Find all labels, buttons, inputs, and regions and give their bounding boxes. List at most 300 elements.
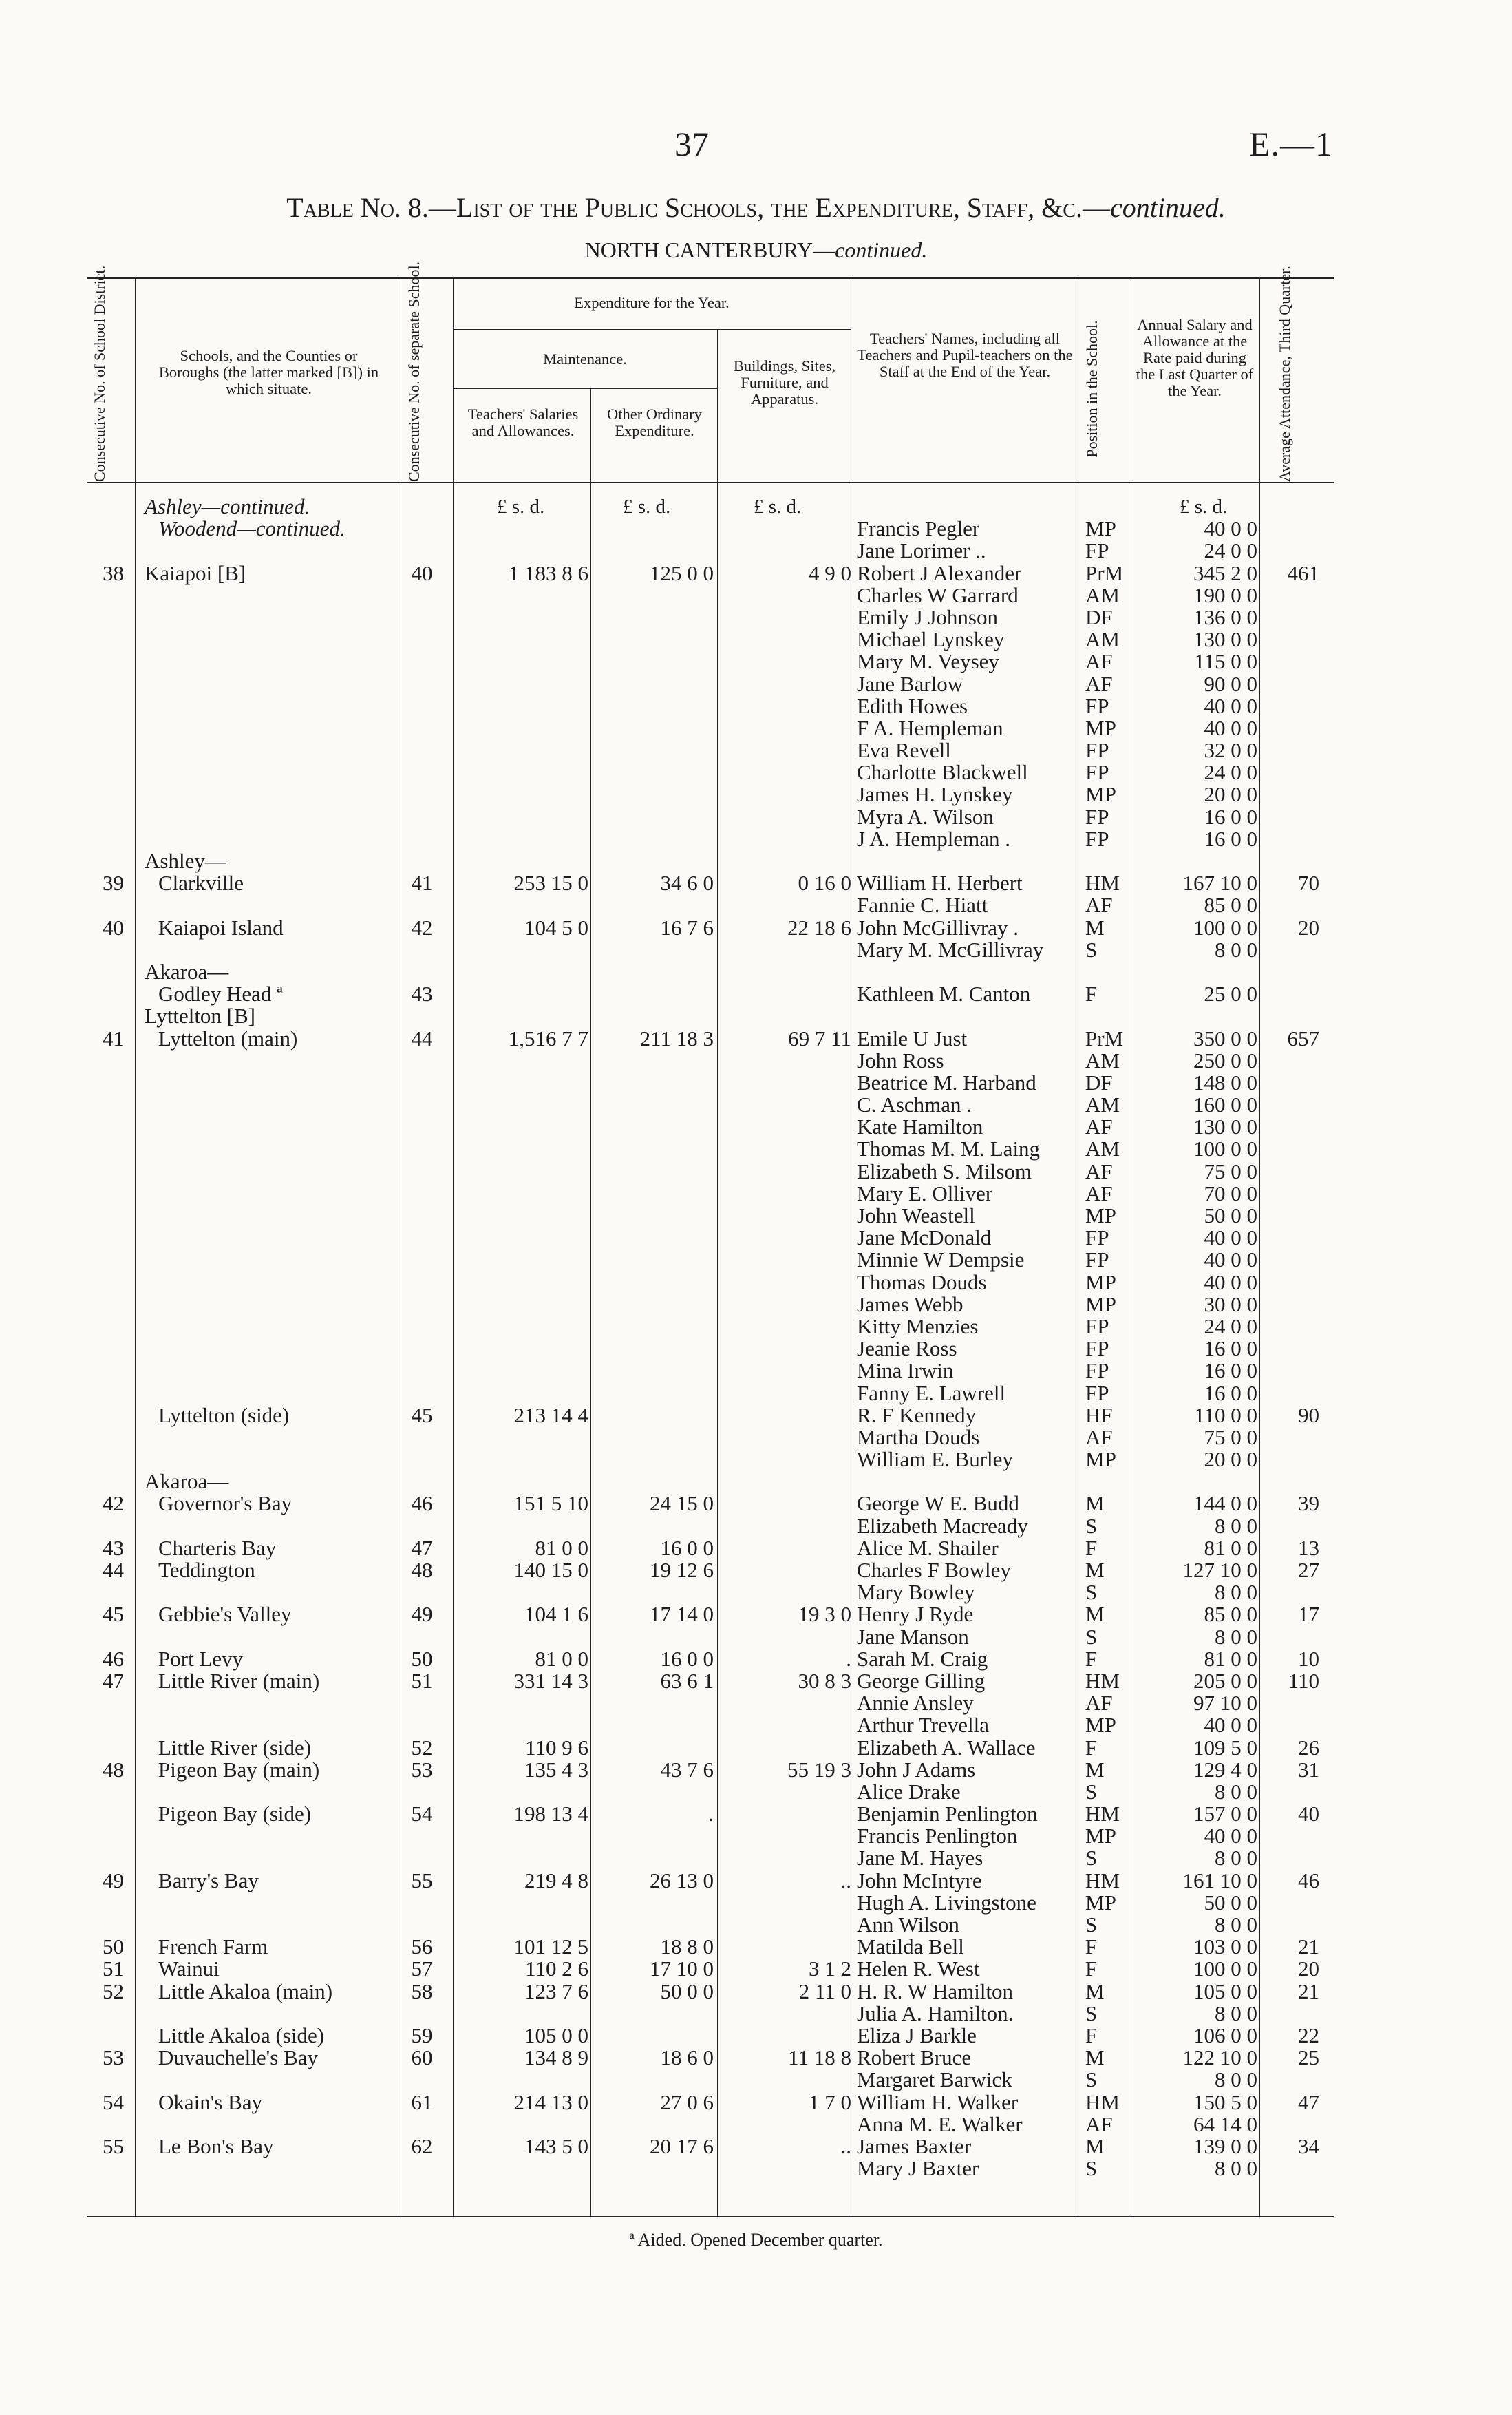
average-attendance: 39	[1298, 1491, 1319, 1516]
average-attendance: 34	[1298, 2133, 1319, 2158]
annual-salary: 100 0 0	[1193, 1957, 1257, 1981]
district-number: 50	[103, 1934, 124, 1959]
table-row	[0, 2091, 1512, 2113]
table-row	[0, 917, 1512, 939]
district-number: 41	[103, 1026, 124, 1051]
position: F	[1085, 2023, 1098, 2047]
table-row	[0, 717, 1512, 739]
separate-number: 47	[411, 1535, 433, 1560]
position: AM	[1085, 627, 1120, 652]
district-number: 49	[103, 1868, 124, 1892]
position: M	[1085, 2133, 1105, 2158]
teachers-salaries: 151 5 10	[513, 1491, 588, 1516]
table-row	[0, 1448, 1512, 1470]
teacher-name: Eliza J Barkle	[857, 2023, 977, 2047]
annual-salary: 75 0 0	[1204, 1424, 1257, 1449]
annual-salary: 136 0 0	[1193, 604, 1257, 629]
district-number: 46	[103, 1646, 124, 1671]
district-number: 39	[103, 871, 124, 896]
average-attendance: 461	[1287, 560, 1319, 585]
annual-salary: 16 0 0	[1204, 804, 1257, 829]
region-heading	[0, 238, 1512, 263]
position: FP	[1085, 738, 1109, 763]
units-other: £ s. d.	[623, 496, 671, 518]
annual-salary: 8 0 0	[1215, 1580, 1257, 1605]
position: FP	[1085, 538, 1109, 563]
school-name: Little River (main)	[158, 1668, 320, 1693]
annual-salary: 8 0 0	[1215, 2156, 1257, 2181]
average-attendance: 13	[1298, 1535, 1319, 1560]
annual-salary: 8 0 0	[1215, 2067, 1257, 2092]
annual-salary: 139 0 0	[1193, 2133, 1257, 2158]
teachers-salaries: 214 13 0	[513, 2089, 588, 2114]
annual-salary: 205 0 0	[1193, 1668, 1257, 1693]
table-row	[0, 1205, 1512, 1227]
teacher-name: Sarah M. Craig	[857, 1646, 988, 1671]
annual-salary: 160 0 0	[1193, 1093, 1257, 1117]
position: AF	[1085, 2111, 1113, 2136]
teacher-name: Hugh A. Livingstone	[857, 1890, 1036, 1915]
annual-salary: 24 0 0	[1204, 538, 1257, 563]
annual-salary: 105 0 0	[1193, 1979, 1257, 2003]
teacher-name: John J Adams	[857, 1757, 976, 1782]
table-row	[0, 2003, 1512, 2025]
average-attendance: 70	[1298, 871, 1319, 896]
position: PrM	[1085, 1026, 1124, 1051]
teacher-name: Jane M. Hayes	[857, 1846, 983, 1870]
table-row	[0, 1005, 1512, 1027]
table-row	[0, 1603, 1512, 1625]
table-row	[0, 739, 1512, 761]
school-name: Akaroa—	[145, 1469, 229, 1494]
teacher-name: Michael Lynskey	[857, 627, 1005, 652]
table-row	[0, 850, 1512, 872]
school-name: Wainui	[158, 1957, 220, 1981]
separate-number: 57	[411, 1957, 433, 1981]
annual-salary: 345 2 0	[1193, 560, 1257, 585]
annual-salary: 161 10 0	[1182, 1868, 1257, 1892]
school-name: Charteris Bay	[158, 1535, 277, 1560]
teacher-name: Charles W Garrard	[857, 582, 1019, 607]
district-number: 44	[103, 1558, 124, 1582]
position: S	[1085, 2156, 1098, 2181]
annual-salary: 25 0 0	[1204, 982, 1257, 1006]
table-row	[0, 828, 1512, 850]
position: AF	[1085, 1424, 1113, 1449]
other-expenditure: 18 6 0	[660, 2045, 714, 2070]
district-number: 38	[103, 560, 124, 585]
table-row	[0, 673, 1512, 695]
annual-salary: 122 10 0	[1182, 2045, 1257, 2070]
teacher-name: Benjamin Penlington	[857, 1802, 1038, 1826]
separate-number: 44	[411, 1026, 433, 1051]
table-row	[0, 1737, 1512, 1759]
teachers-salaries: 135 4 3	[524, 1757, 588, 1782]
table-row	[0, 1537, 1512, 1559]
teacher-name: Jane Manson	[857, 1624, 969, 1649]
annual-salary: 16 0 0	[1204, 1358, 1257, 1383]
buildings-expenditure: 22 18 6	[787, 915, 851, 940]
buildings-expenditure: ..	[840, 1868, 851, 1892]
other-expenditure: 26 13 0	[650, 1868, 714, 1892]
position: S	[1085, 1624, 1098, 1649]
annual-salary: 250 0 0	[1193, 1048, 1257, 1073]
school-name: Kaiapoi Island	[158, 915, 284, 940]
annual-salary: 85 0 0	[1204, 1602, 1257, 1627]
footnote: ª Aided. Opened December quarter.	[629, 2230, 883, 2250]
school-name: Kaiapoi [B]	[145, 560, 246, 585]
annual-salary: 30 0 0	[1204, 1291, 1257, 1316]
position: M	[1085, 1979, 1105, 2003]
position: M	[1085, 2045, 1105, 2070]
position: FP	[1085, 1336, 1109, 1361]
annual-salary: 157 0 0	[1193, 1802, 1257, 1826]
teacher-name: John Weastell	[857, 1203, 975, 1227]
average-attendance: 31	[1298, 1757, 1319, 1782]
table-row	[0, 939, 1512, 961]
position: S	[1085, 2001, 1098, 2025]
average-attendance: 20	[1298, 915, 1319, 940]
table-row	[0, 2025, 1512, 2047]
other-expenditure: 125 0 0	[650, 560, 714, 585]
position: DF	[1085, 1070, 1113, 1095]
teacher-name: Emily J Johnson	[857, 604, 998, 629]
position: S	[1085, 937, 1098, 962]
position: DF	[1085, 604, 1113, 629]
school-name: Le Bon's Bay	[158, 2133, 274, 2158]
table-row	[0, 651, 1512, 673]
position: MP	[1085, 782, 1116, 807]
teacher-name: Alice Drake	[857, 1779, 961, 1804]
annual-salary: 20 0 0	[1204, 1447, 1257, 1472]
separate-number: 49	[411, 1602, 433, 1627]
annual-salary: 70 0 0	[1204, 1181, 1257, 1205]
position: MP	[1085, 1890, 1116, 1915]
average-attendance: 27	[1298, 1558, 1319, 1582]
table-row	[0, 1870, 1512, 1892]
district-number: 40	[103, 915, 124, 940]
teachers-salaries: 1,516 7 7	[508, 1026, 588, 1051]
school-name: Akaroa—	[145, 959, 229, 984]
region-continued: continued.	[835, 238, 928, 262]
teacher-name: Alice M. Shailer	[857, 1535, 999, 1560]
table-row	[0, 1028, 1512, 1050]
teachers-salaries: 219 4 8	[524, 1868, 588, 1892]
position: M	[1085, 1491, 1105, 1516]
table-row	[0, 1714, 1512, 1736]
school-name: Governor's Bay	[158, 1491, 292, 1516]
teachers-salaries: 140 15 0	[513, 1558, 588, 1582]
annual-salary: 97 10 0	[1193, 1691, 1257, 1716]
header-average-attendance: Average Attendance, Third Quarter.	[1276, 266, 1293, 482]
position: MP	[1085, 1291, 1116, 1316]
district-number: 45	[103, 1602, 124, 1627]
units-annual: £ s. d.	[1180, 496, 1228, 518]
average-attendance: 26	[1298, 1735, 1319, 1760]
separate-number: 40	[411, 560, 433, 585]
table-row	[0, 562, 1512, 584]
table-row	[0, 695, 1512, 717]
table-row	[0, 629, 1512, 651]
teacher-name: Robert Bruce	[857, 2045, 972, 2070]
separate-number: 61	[411, 2089, 433, 2114]
teachers-salaries: 104 1 6	[524, 1602, 588, 1627]
table-row	[0, 1515, 1512, 1537]
school-name: Ashley—	[145, 849, 226, 873]
table-row	[0, 983, 1512, 1005]
units-salaries: £ s. d.	[497, 496, 545, 518]
position: HM	[1085, 2089, 1120, 2114]
school-name: Woodend—continued.	[158, 516, 345, 541]
annual-salary: 81 0 0	[1204, 1535, 1257, 1560]
position: MP	[1085, 715, 1116, 740]
teacher-name: Annie Ansley	[857, 1691, 974, 1716]
average-attendance: 17	[1298, 1602, 1319, 1627]
position: MP	[1085, 1824, 1116, 1848]
table-bottom-rule	[87, 2216, 1334, 2217]
average-attendance: 40	[1298, 1802, 1319, 1826]
annual-salary: 109 5 0	[1193, 1735, 1257, 1760]
table-title-continued: continued.	[1109, 192, 1226, 223]
annual-salary: 144 0 0	[1193, 1491, 1257, 1516]
school-name: Port Levy	[158, 1646, 244, 1671]
teachers-salaries: 331 14 3	[513, 1668, 588, 1693]
report-code: E.—1	[1249, 125, 1334, 163]
table-row	[0, 518, 1512, 540]
table-row	[0, 1781, 1512, 1803]
annual-salary: 24 0 0	[1204, 1314, 1257, 1338]
position: FP	[1085, 1247, 1109, 1272]
position: M	[1085, 915, 1105, 940]
annual-salary: 40 0 0	[1204, 1713, 1257, 1738]
separate-number: 41	[411, 871, 433, 896]
teacher-name: James Baxter	[857, 2133, 972, 2158]
annual-salary: 64 14 0	[1193, 2111, 1257, 2136]
buildings-expenditure: .	[846, 1646, 851, 1671]
position: FP	[1085, 1358, 1109, 1383]
teacher-name: Jeanie Ross	[857, 1336, 957, 1361]
position: MP	[1085, 516, 1116, 541]
header-teachers-salaries: Teachers' Salaries and Allowances.	[467, 405, 579, 439]
other-expenditure: 16 0 0	[660, 1535, 714, 1560]
teacher-name: Beatrice M. Harband	[857, 1070, 1036, 1095]
table-row	[0, 2113, 1512, 2135]
district-number: 55	[103, 2133, 124, 2158]
teachers-salaries: 198 13 4	[513, 1802, 588, 1826]
separate-number: 60	[411, 2045, 433, 2070]
annual-salary: 8 0 0	[1215, 2001, 1257, 2025]
teacher-name: Julia A. Hamilton.	[857, 2001, 1014, 2025]
table-row	[0, 2047, 1512, 2069]
teacher-name: Robert J Alexander	[857, 560, 1022, 585]
position: FP	[1085, 1314, 1109, 1338]
expenditure-rule	[453, 329, 851, 330]
school-name: Clarkville	[158, 871, 244, 896]
table-row	[0, 1161, 1512, 1183]
separate-number: 59	[411, 2023, 433, 2047]
teachers-salaries: 110 2 6	[525, 1957, 588, 1981]
position: PrM	[1085, 560, 1124, 585]
header-position: Position in the School.	[1083, 320, 1100, 458]
table-row	[0, 1470, 1512, 1493]
separate-number: 52	[411, 1735, 433, 1760]
district-number: 51	[103, 1957, 124, 1981]
annual-salary: 40 0 0	[1204, 1269, 1257, 1294]
separate-number: 58	[411, 1979, 433, 2003]
teachers-salaries: 1 183 8 6	[508, 560, 588, 585]
annual-salary: 148 0 0	[1193, 1070, 1257, 1095]
teacher-name: Eva Revell	[857, 738, 951, 763]
teacher-name: Charles F Bowley	[857, 1558, 1011, 1582]
table-row	[0, 1559, 1512, 1581]
annual-salary: 150 5 0	[1193, 2089, 1257, 2114]
table-body	[0, 496, 1512, 2180]
table-row	[0, 1316, 1512, 1338]
table-row	[0, 540, 1512, 562]
separate-number: 43	[411, 982, 433, 1006]
teachers-salaries: 110 9 6	[525, 1735, 588, 1760]
annual-salary: 40 0 0	[1204, 693, 1257, 718]
teacher-name: Henry J Ryde	[857, 1602, 974, 1627]
teacher-name: F A. Hempleman	[857, 715, 1003, 740]
header-consec-separate: Consecutive No. of separate School.	[405, 261, 423, 482]
table-row	[0, 1138, 1512, 1160]
teachers-salaries: 213 14 4	[513, 1402, 588, 1427]
annual-salary: 129 4 0	[1193, 1757, 1257, 1782]
position: FP	[1085, 1225, 1109, 1250]
average-attendance: 110	[1288, 1668, 1319, 1693]
table-row	[0, 604, 1512, 629]
position: HM	[1085, 1802, 1120, 1826]
table-row	[0, 1227, 1512, 1249]
teacher-name: Edith Howes	[857, 693, 968, 718]
table-row	[0, 1338, 1512, 1360]
table-row	[0, 961, 1512, 983]
table-row	[0, 1670, 1512, 1692]
average-attendance: 10	[1298, 1646, 1319, 1671]
position: HM	[1085, 871, 1120, 896]
position: S	[1085, 1580, 1098, 1605]
teacher-name: John Ross	[857, 1048, 944, 1073]
buildings-expenditure: 69 7 11	[788, 1026, 851, 1051]
annual-salary: 16 0 0	[1204, 1336, 1257, 1361]
header-annual-salary: Annual Salary and Allowance at the Rate paid during the Last Quarter of the Year.	[1136, 316, 1254, 399]
teacher-name: James H. Lynskey	[857, 782, 1013, 807]
page-number: 37	[674, 125, 709, 163]
table-row	[0, 584, 1512, 607]
school-name: Gebbie's Valley	[158, 1602, 292, 1627]
annual-salary: 40 0 0	[1204, 1824, 1257, 1848]
table-row	[0, 1404, 1512, 1426]
position: AM	[1085, 582, 1120, 607]
annual-salary: 8 0 0	[1215, 1912, 1257, 1937]
position: S	[1085, 2067, 1098, 2092]
separate-number: 50	[411, 1646, 433, 1671]
table-row	[0, 1269, 1512, 1294]
separate-number: 46	[411, 1491, 433, 1516]
table-row	[0, 1183, 1512, 1205]
school-name: Barry's Bay	[158, 1868, 259, 1892]
teacher-name: Jane Barlow	[857, 671, 963, 696]
teacher-name: Elizabeth Macready	[857, 1513, 1028, 1538]
annual-salary: 8 0 0	[1215, 1779, 1257, 1804]
header-other-ordinary: Other Ordinary Expenditure.	[606, 405, 703, 439]
units-buildings: £ s. d.	[754, 496, 802, 518]
position: FP	[1085, 804, 1109, 829]
teacher-name: Arthur Trevella	[857, 1713, 990, 1738]
average-attendance: 46	[1298, 1868, 1319, 1892]
teacher-name: Kathleen M. Canton	[857, 982, 1031, 1006]
table-row	[0, 1382, 1512, 1404]
teacher-name: Helen R. West	[857, 1957, 980, 1981]
table-row	[0, 2158, 1512, 2180]
school-name: Lyttelton (main)	[158, 1026, 298, 1051]
annual-salary: 50 0 0	[1204, 1203, 1257, 1227]
teachers-salaries: 134 8 9	[524, 2045, 588, 2070]
teacher-name: John McIntyre	[857, 1868, 982, 1892]
table-row	[0, 1914, 1512, 1936]
table-row	[0, 1116, 1512, 1138]
teacher-name: Elizabeth S. Milsom	[857, 1159, 1032, 1183]
table-row	[0, 1581, 1512, 1603]
teacher-name: William H. Herbert	[857, 871, 1023, 896]
table-row	[0, 1426, 1512, 1448]
annual-salary: 167 10 0	[1182, 871, 1257, 896]
teacher-name: Minnie W Dempsie	[857, 1247, 1025, 1272]
teacher-name: Fannie C. Hiatt	[857, 893, 988, 918]
position: M	[1085, 1757, 1105, 1782]
position: AF	[1085, 1115, 1113, 1139]
teacher-name: Mary M. Veysey	[857, 649, 999, 674]
other-expenditure: 17 14 0	[650, 1602, 714, 1627]
table-row	[0, 496, 1512, 518]
other-expenditure: 20 17 6	[650, 2133, 714, 2158]
header-top-rule	[87, 277, 1334, 279]
annual-salary: 8 0 0	[1215, 937, 1257, 962]
annual-salary: 32 0 0	[1204, 738, 1257, 763]
position: HM	[1085, 1668, 1120, 1693]
teacher-name: Kitty Menzies	[857, 1314, 979, 1338]
header-consec-district: Consecutive No. of School District.	[91, 265, 108, 482]
separate-number: 54	[411, 1802, 433, 1826]
teacher-name: Emile U Just	[857, 1026, 968, 1051]
position: F	[1085, 1646, 1098, 1671]
teacher-name: H. R. W Hamilton	[857, 1979, 1014, 2003]
school-name: Lyttelton [B]	[145, 1004, 256, 1029]
position: HM	[1085, 1868, 1120, 1892]
header-teachers-names: Teachers' Names, including all Teachers and Pupil-teachers on the Staff at the End of the Year.	[857, 330, 1073, 380]
position: FP	[1085, 760, 1109, 785]
annual-salary: 75 0 0	[1204, 1159, 1257, 1183]
district-number: 43	[103, 1535, 124, 1560]
average-attendance: 21	[1298, 1934, 1319, 1959]
teacher-name: Mary J Baxter	[857, 2156, 979, 2181]
teacher-name: George Gilling	[857, 1668, 986, 1693]
table-row	[0, 1981, 1512, 2003]
annual-salary: 8 0 0	[1215, 1846, 1257, 1870]
teacher-name: Francis Penlington	[857, 1824, 1018, 1848]
position: MP	[1085, 1713, 1116, 1738]
teacher-name: Charlotte Blackwell	[857, 760, 1028, 785]
teacher-name: Francis Pegler	[857, 516, 980, 541]
school-name: Little River (side)	[158, 1735, 312, 1760]
table-row	[0, 1936, 1512, 1958]
table-row	[0, 1072, 1512, 1094]
school-name: Godley Head ª	[158, 982, 283, 1006]
teacher-name: William E. Burley	[857, 1447, 1013, 1472]
teacher-name: Mary M. McGillivray	[857, 937, 1044, 962]
other-expenditure: 19 12 6	[650, 1558, 714, 1582]
